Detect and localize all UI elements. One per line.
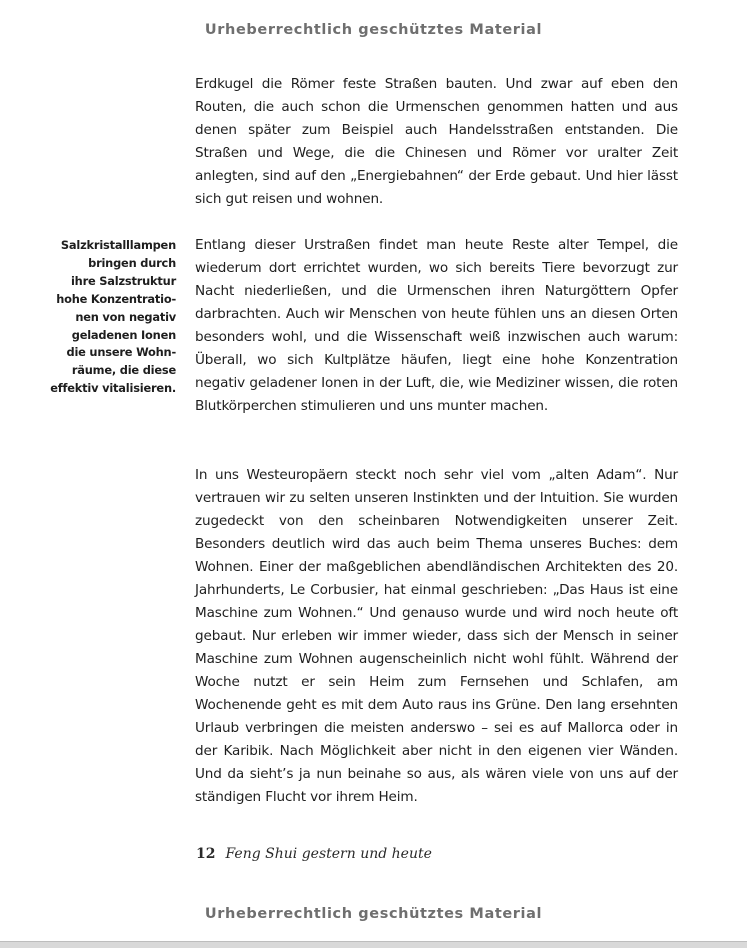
- margin-note-line: nen von negativ: [75, 309, 176, 324]
- margin-note-line: ihre Salzstruktur: [70, 273, 176, 288]
- body-paragraph-2: Entlang dieser Urstraßen findet man heute Reste alter Tempel, die wiederum dort errichtet wurden, wo sich bereits Tiere bevorzugt zur Nacht niederließen, und die Urmenschen ihren Naturgöttern Opfer darbrachten. Auch wir Menschen von heute fühlen uns an diesen Orten besonders wohl, und die Wissenschaft weiß inzwischen auch warum: Überall, wo sich Kultplätze häufen, liegt eine hohe Konzentration negativ geladener Ionen in der Luft, die, wie Mediziner wissen, die roten Blutkörperchen stimulieren und uns munter machen.: [195, 237, 678, 414]
- margin-note-line: effektiv vitalisieren.: [50, 381, 176, 396]
- margin-note-line: hohe Konzentratio-: [56, 291, 176, 306]
- margin-note-line: geladenen Ionen: [71, 327, 176, 342]
- margin-note: [40, 237, 176, 398]
- margin-note-line: die unsere Wohn-: [66, 345, 176, 360]
- margin-note-line: bringen durch: [88, 255, 176, 270]
- watermark-bottom: Urheberrechtlich geschütztes Material: [204, 906, 543, 922]
- page-number: 12: [196, 846, 216, 862]
- page-footer: [196, 846, 432, 862]
- running-title: Feng Shui gestern und heute: [225, 846, 432, 862]
- margin-note-line: Salzkristalllampen: [60, 238, 176, 252]
- margin-note-line: räume, die diese: [71, 363, 176, 378]
- body-paragraph-3: In uns Westeuropäern steckt noch sehr viel vom „alten Adam“. Nur vertrauen wir zu selten unseren Instinkten und der Intuition. Sie wurden zugedeckt von den scheinbaren Notwendigkeiten unserer Zeit. Besonders deutlich wird das auch beim Thema unseres Buches: dem Wohnen. Einer der maßgeblichen abendländischen Architekten des 20. Jahrhunderts, Le Corbusier, hat einmal geschrieben: „Das Haus ist eine Maschine zum Wohnen.“ Und genauso wurde und wird noch heute oft gebaut. Nur erleben wir immer wieder, dass sich der Mensch in seiner Maschine zum Wohnen augenscheinlich nicht wohl fühlt. Während der Woche nutzt er sein Heim zum Fernsehen und Schlafen, am Wochenende geht es mit dem Auto raus ins Grüne. Den lang ersehnten Urlaub verbringen die meisten anderswo – sei es auf Mallorca oder in der Karibik. Nach Möglichkeit aber nicht in den eigenen vier Wänden. Und da sieht’s ja nun beinahe so aus, als wären viele von uns auf der ständigen Flucht vor ihrem Heim.: [195, 467, 678, 805]
- watermark-top: Urheberrechtlich geschütztes Material: [204, 22, 543, 38]
- body-paragraph-1: Erdkugel die Römer feste Straßen bauten. Und zwar auf eben den Routen, die auch schon die Urmenschen genommen hatten und aus denen später zum Beispiel auch Handelsstraßen entstanden. Die Straßen und Wege, die die Chinesen und Römer vor uralter Zeit anlegten, sind auf den „Energiebahnen“ der Erde gebaut. Und hier lässt sich gut reisen und wohnen.: [195, 76, 678, 207]
